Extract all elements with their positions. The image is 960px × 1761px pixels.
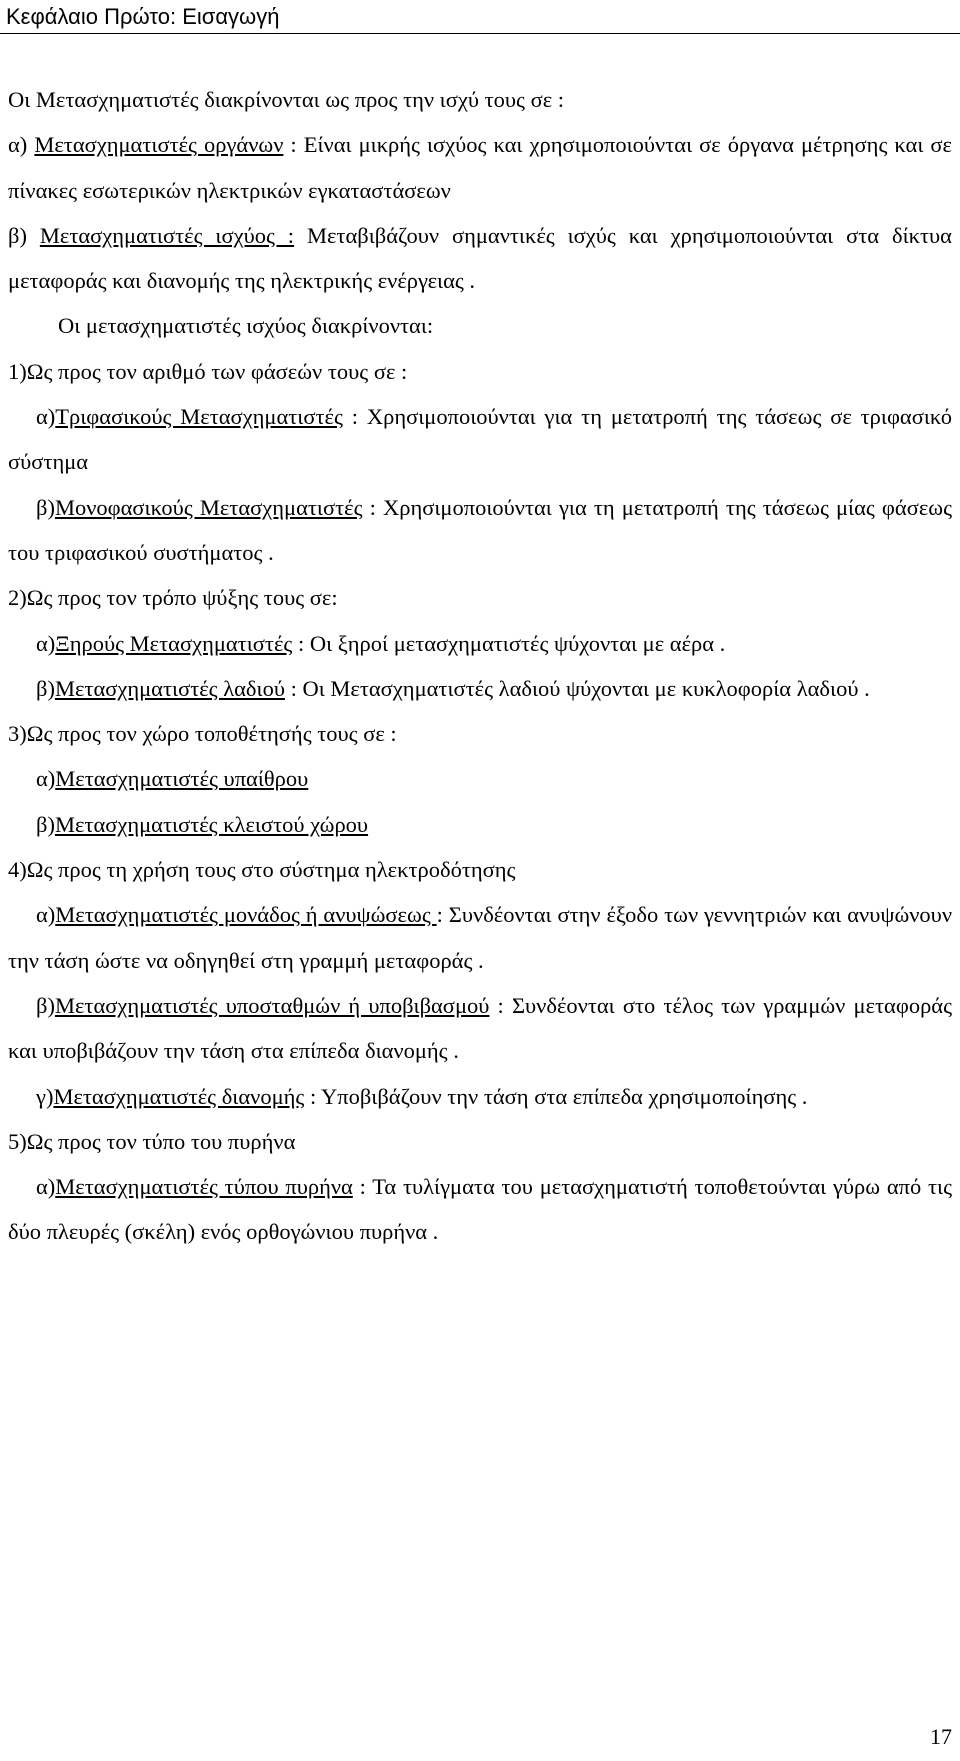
term-substation: Μετασχηματιστές υποσταθμών ή υποβιβασμού [54, 992, 490, 1018]
term-three-phase: Τριφασικούς Μετασχηματιστές [55, 404, 343, 430]
criterion-5-item-a: α)Μετασχηματιστές τύπου πυρήνα : Τα τυλίγματα του μετασχηματιστή τοποθετούνται γύρω από τις δύο πλευρές (σκέλη) ενός ορθογώνιου πυρήνα . [8, 1174, 952, 1245]
chapter-header: Κεφάλαιο Πρώτο: Εισαγωγή [6, 4, 280, 29]
term-distribution: Μετασχηματιστές διανομής [53, 1083, 305, 1109]
power-type-power: β) Μετασχηματιστές ισχύος : Μεταβιβάζουν σημαντικές ισχύς και χρησιμοποιούνται στα δίκτυα μεταφοράς και διανομής της ηλεκτρικής ενέργειας . [8, 222, 952, 294]
criterion-1-item-a: α)Τριφασικούς Μετασχηματιστές : Χρησιμοποιούνται για τη μετατροπή της τάσεως σε τριφασικό σύστημα [8, 404, 952, 475]
term-core-type: Μετασχηματιστές τύπου πυρήνα [55, 1174, 353, 1200]
term-single-phase: Μονοφασικούς Μετασχηματιστές [54, 494, 363, 520]
power-classification-intro: Οι μετασχηματιστές ισχύος διακρίνονται: [58, 313, 434, 339]
criterion-1-heading: 1)Ως προς τον αριθμό των φάσεών τους σε : [8, 358, 408, 384]
criterion-2-heading: 2)Ως προς τον τρόπο ψύξης τους σε: [8, 585, 338, 611]
term-oil-type: Μετασχηματιστές λαδιού [54, 675, 285, 701]
criterion-4-item-a: α)Μετασχηματιστές μονάδος ή ανυψώσεως : Συνδέονται στην έξοδο των γεννητριών και ανυψώνουν την τάση ώστε να οδηγηθεί στη γραμμή μεταφοράς . [8, 902, 952, 973]
term-power-transformers: Μετασχηματιστές ισχύος : [39, 222, 295, 248]
criterion-3-item-a: α)Μετασχηματιστές υπαίθρου [36, 766, 309, 792]
term-outdoor: Μετασχηματιστές υπαίθρου [55, 766, 309, 792]
criterion-3-item-b: β)Μετασχηματιστές κλειστού χώρου [36, 811, 369, 837]
criterion-1-item-b: β)Μονοφασικούς Μετασχηματιστές : Χρησιμοποιούνται για τη μετατροπή της τάσεως μίας φάσεως του τριφασικού συστήματος . [8, 494, 952, 565]
term-step-up: Μετασχηματιστές μονάδος ή ανυψώσεως [55, 902, 437, 928]
document-body [8, 77, 952, 1255]
criterion-4-item-c: γ)Μετασχηματιστές διανομής : Υποβιβάζουν την τάση στα επίπεδα χρησιμοποίησης . [36, 1083, 808, 1109]
term-indoor: Μετασχηματιστές κλειστού χώρου [54, 811, 369, 837]
criterion-4-item-b: β)Μετασχηματιστές υποσταθμών ή υποβιβασμού : Συνδέονται στο τέλος των γραμμών μεταφοράς και υποβιβάζουν την τάση στα επίπεδα διανομής . [8, 992, 953, 1064]
criterion-2-item-a: α)Ξηρούς Μετασχηματιστές : Οι ξηροί μετασχηματιστές ψύχονται με αέρα . [36, 630, 726, 656]
criterion-4-heading: 4)Ως προς τη χρήση τους στο σύστημα ηλεκτροδότησης [8, 857, 516, 883]
term-dry-type: Ξηρούς Μετασχηματιστές [55, 630, 293, 656]
intro-paragraph: Οι Μετασχηματιστές διακρίνονται ως προς την ισχύ τους σε : [8, 87, 565, 112]
criterion-5-heading: 5)Ως προς τον τύπο του πυρήνα [8, 1128, 296, 1154]
term-instrument-transformers: Μετασχηματιστές οργάνων [34, 132, 284, 158]
power-type-instrument: α) Μετασχηματιστές οργάνων : Είναι μικρής ισχύος και χρησιμοποιούνται σε όργανα μέτρησης και σε πίνακες εσωτερικών ηλεκτρικών εγκαταστάσεων [8, 132, 952, 203]
header-rule [0, 33, 960, 34]
page-number: 17 [930, 1724, 952, 1749]
criterion-2-item-b: β)Μετασχηματιστές λαδιού : Οι Μετασχηματιστές λαδιού ψύχονται με κυκλοφορία λαδιού . [36, 675, 870, 701]
criterion-3-heading: 3)Ως προς τον χώρο τοποθέτησής τους σε : [8, 721, 397, 747]
